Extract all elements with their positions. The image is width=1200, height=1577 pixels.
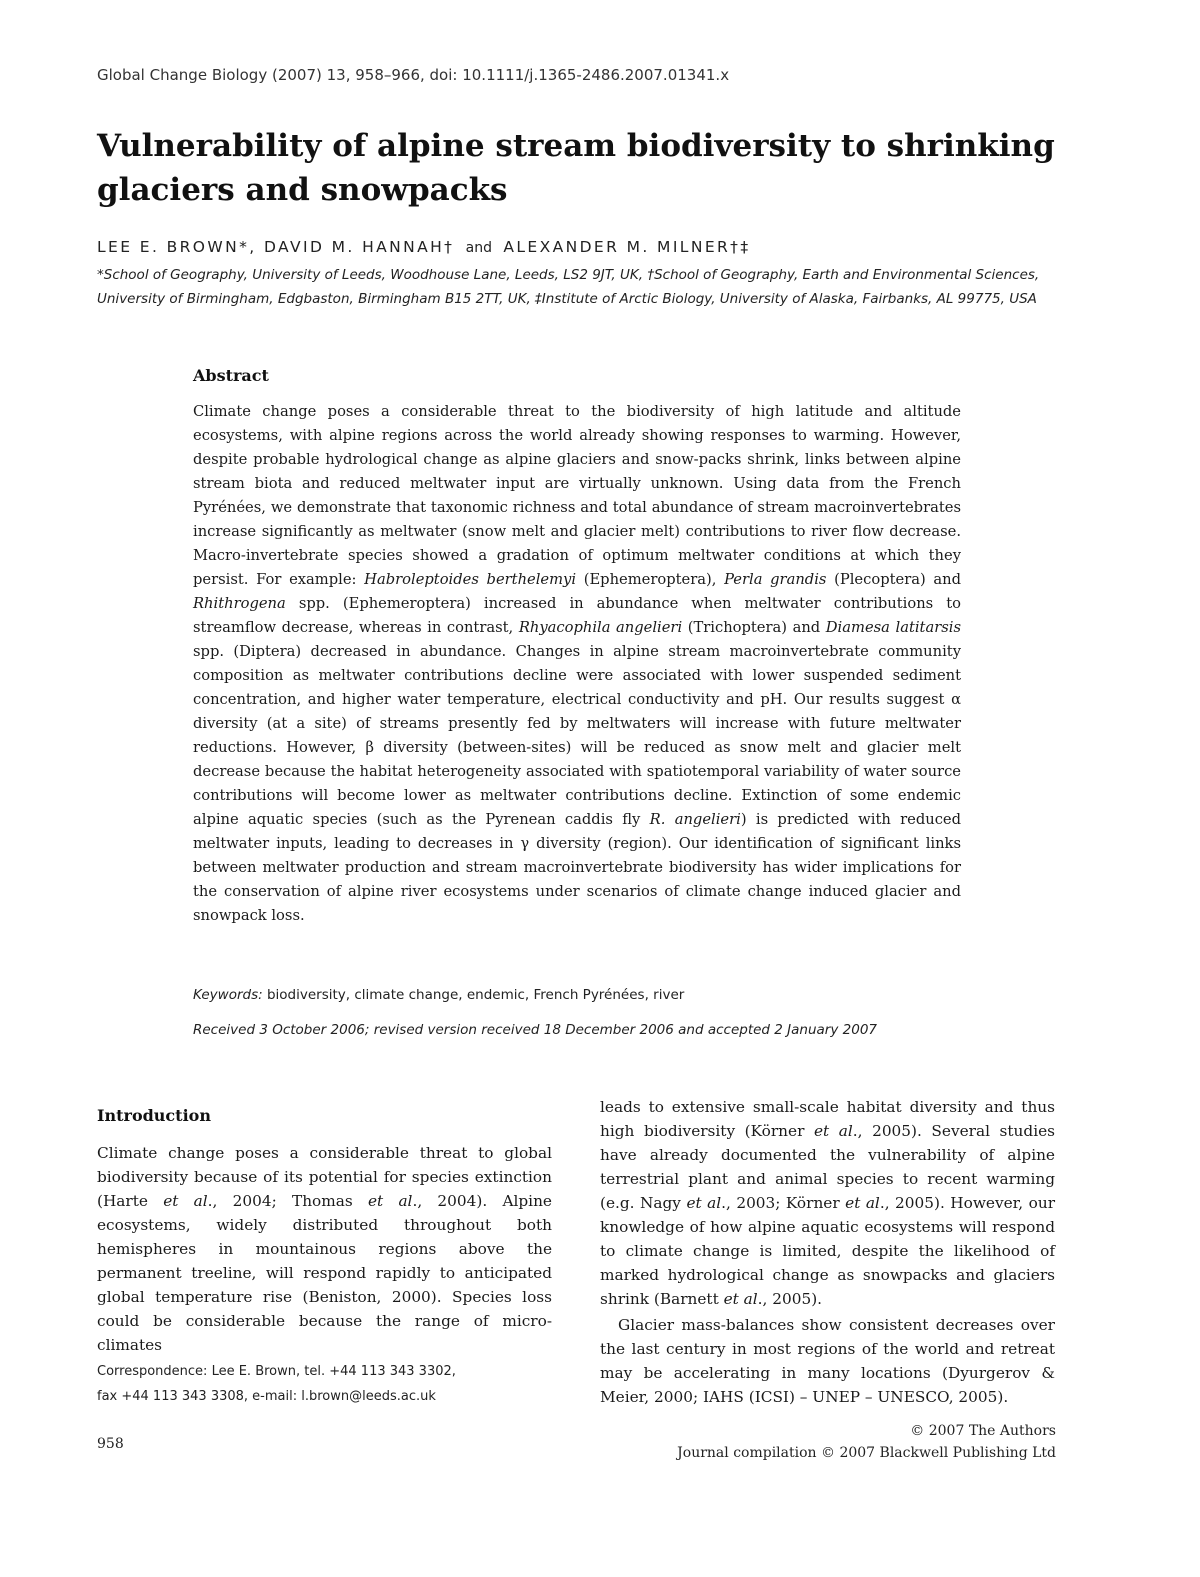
- abstract-body: [193, 400, 961, 928]
- author-brown: LEE E. BROWN*,: [97, 238, 257, 256]
- species-name: Habroleptoides berthelemyi: [364, 571, 577, 588]
- body-text: ., 2004). Alpine ecosystems, widely distributed throughout both hemispheres in mountainous regions above the permanent treeline, will respond rapidly to anticipated global temperature rise (Beniston, 2000). Species loss could be considerable because the range of micro-climates: [97, 1192, 552, 1354]
- received-dates: Received 3 October 2006; revised version received 18 December 2006 and accepted 2 January 2007: [193, 1022, 877, 1038]
- keywords-label: Keywords:: [193, 987, 263, 1003]
- introduction-heading: Introduction: [97, 1106, 211, 1125]
- abstract-text: (Trichoptera) and: [682, 619, 826, 636]
- abstract-text: spp. (Ephemeroptera) increased in abundance when meltwater contributions to streamflow decrease, whereas in contrast,: [193, 595, 961, 636]
- running-head: Global Change Biology (2007) 13, 958–966, doi: 10.1111/j.1365-2486.2007.01341.x: [97, 66, 730, 84]
- author-milner: ALEXANDER M. MILNER†‡: [503, 238, 751, 256]
- et-al: et al: [163, 1192, 208, 1210]
- et-al: et al: [686, 1194, 722, 1212]
- author-hannah: DAVID M. HANNAH†: [263, 238, 455, 256]
- correspondence-line: Correspondence: Lee E. Brown, tel. +44 113 343 3302,: [97, 1364, 456, 1379]
- abstract-heading: Abstract: [193, 366, 269, 385]
- correspondence: [97, 1359, 552, 1409]
- introduction-left-column: [97, 1141, 552, 1357]
- species-name: Perla grandis: [724, 571, 827, 588]
- author-list: [97, 238, 1077, 256]
- species-name: Rhyacophila angelieri: [518, 619, 683, 636]
- keywords-text: biodiversity, climate change, endemic, French Pyrénées, river: [266, 987, 685, 1003]
- species-name: Rhithrogena: [193, 595, 286, 612]
- species-name: Diamesa latitarsis: [825, 619, 962, 636]
- affiliations: *School of Geography, University of Leeds, Woodhouse Lane, Leeds, LS2 9JT, UK, †School of Geography, Earth and Environmental Sciences, University of Birmingham, Edgbaston, Birmingham B15 2TT, UK, ‡Institute of Arctic Biology, University of Alaska, Fairbanks, AL 99775, USA: [97, 267, 1040, 307]
- body-text: ., 2005). Several studies have already documented the vulnerability of alpine terrestrial plant and animal species to recent warming (e.g. Nagy: [600, 1122, 1055, 1212]
- paragraph: Glacier mass-balances show consistent decreases over the last century in most regions of the world and retreat may be accelerating in many locations (Dyurgerov & Meier, 2000; IAHS (ICSI) – UNEP – UNESCO, 2005).: [600, 1316, 1055, 1406]
- introduction-right-column: [600, 1095, 1055, 1409]
- abstract-text: spp. (Diptera) decreased in abundance. Changes in alpine stream macroinvertebrate community composition as meltwater contributions decline were associated with lower suspended sediment concentration, and higher water temperature, electrical conductivity and pH. Our results suggest α diversity (at a site) of streams presently fed by meltwaters will increase with future meltwater reductions. However, β diversity (between-sites) will be reduced as snow melt and glacier melt decrease because the habitat heterogeneity associated with spatiotemporal variability of water source contributions will become lower as meltwater contributions decline. Extinction of some endemic alpine aquatic species (such as the Pyrenean caddis fly: [193, 643, 961, 828]
- et-al: et al: [723, 1290, 758, 1308]
- body-text: ., 2004; Thomas: [207, 1192, 368, 1210]
- et-al: et al: [813, 1122, 853, 1140]
- et-al: et al: [845, 1194, 880, 1212]
- abstract-text: (Plecoptera) and: [826, 571, 961, 588]
- body-text: ., 2003; Körner: [721, 1194, 846, 1212]
- abstract-text: ) is predicted with reduced meltwater inputs, leading to decreases in γ diversity (region). Our identification of significant links between meltwater production and stream macroinvertebrate biodiversity has wider implications for the conservation of alpine river ecosystems under scenarios of climate change induced glacier and snowpack loss.: [193, 811, 962, 924]
- species-name: R. angelieri: [649, 811, 741, 828]
- body-text: ., 2005). However, our knowledge of how alpine aquatic ecosystems will respond to climate change is limited, despite the likelihood of marked hydrological change as snowpacks and glaciers shrink (Barnett: [600, 1194, 1056, 1308]
- page-number: 958: [97, 1436, 124, 1452]
- abstract-text: Climate change poses a considerable threat to the biodiversity of high latitude and altitude ecosystems, with alpine regions across the world already showing responses to warming. However, despite probable hydrological change as alpine glaciers and snow-packs shrink, links between alpine stream biota and reduced meltwater input are virtually unknown. Using data from the French Pyrénées, we demonstrate that taxonomic richness and total abundance of stream macroinvertebrates increase significantly as meltwater (snow melt and glacier melt) contributions to river flow decrease. Macro-invertebrate species showed a gradation of optimum meltwater conditions at which they persist. For example:: [193, 403, 961, 588]
- copyright-line: Journal compilation © 2007 Blackwell Publishing Ltd: [677, 1445, 1056, 1461]
- paragraph: [600, 1095, 1055, 1311]
- abstract-text: (Ephemeroptera),: [576, 571, 725, 588]
- body-text: Climate change poses a considerable threat to global biodiversity because of its potential for species extinction (Harte: [97, 1144, 552, 1210]
- article-title: Vulnerability of alpine stream biodiversity to shrinking glaciers and snowpacks: [97, 128, 1055, 208]
- author-conjunction: and: [465, 240, 493, 256]
- body-text: leads to extensive small-scale habitat diversity and thus high biodiversity (Körner: [600, 1098, 1055, 1140]
- correspondence-line: fax +44 113 343 3308, e-mail: l.brown@leeds.ac.uk: [97, 1389, 436, 1404]
- copyright: [677, 1420, 1056, 1464]
- body-text: ., 2005).: [757, 1290, 823, 1308]
- keywords: [193, 987, 961, 1003]
- copyright-line: © 2007 The Authors: [910, 1423, 1056, 1439]
- et-al: et al: [367, 1192, 413, 1210]
